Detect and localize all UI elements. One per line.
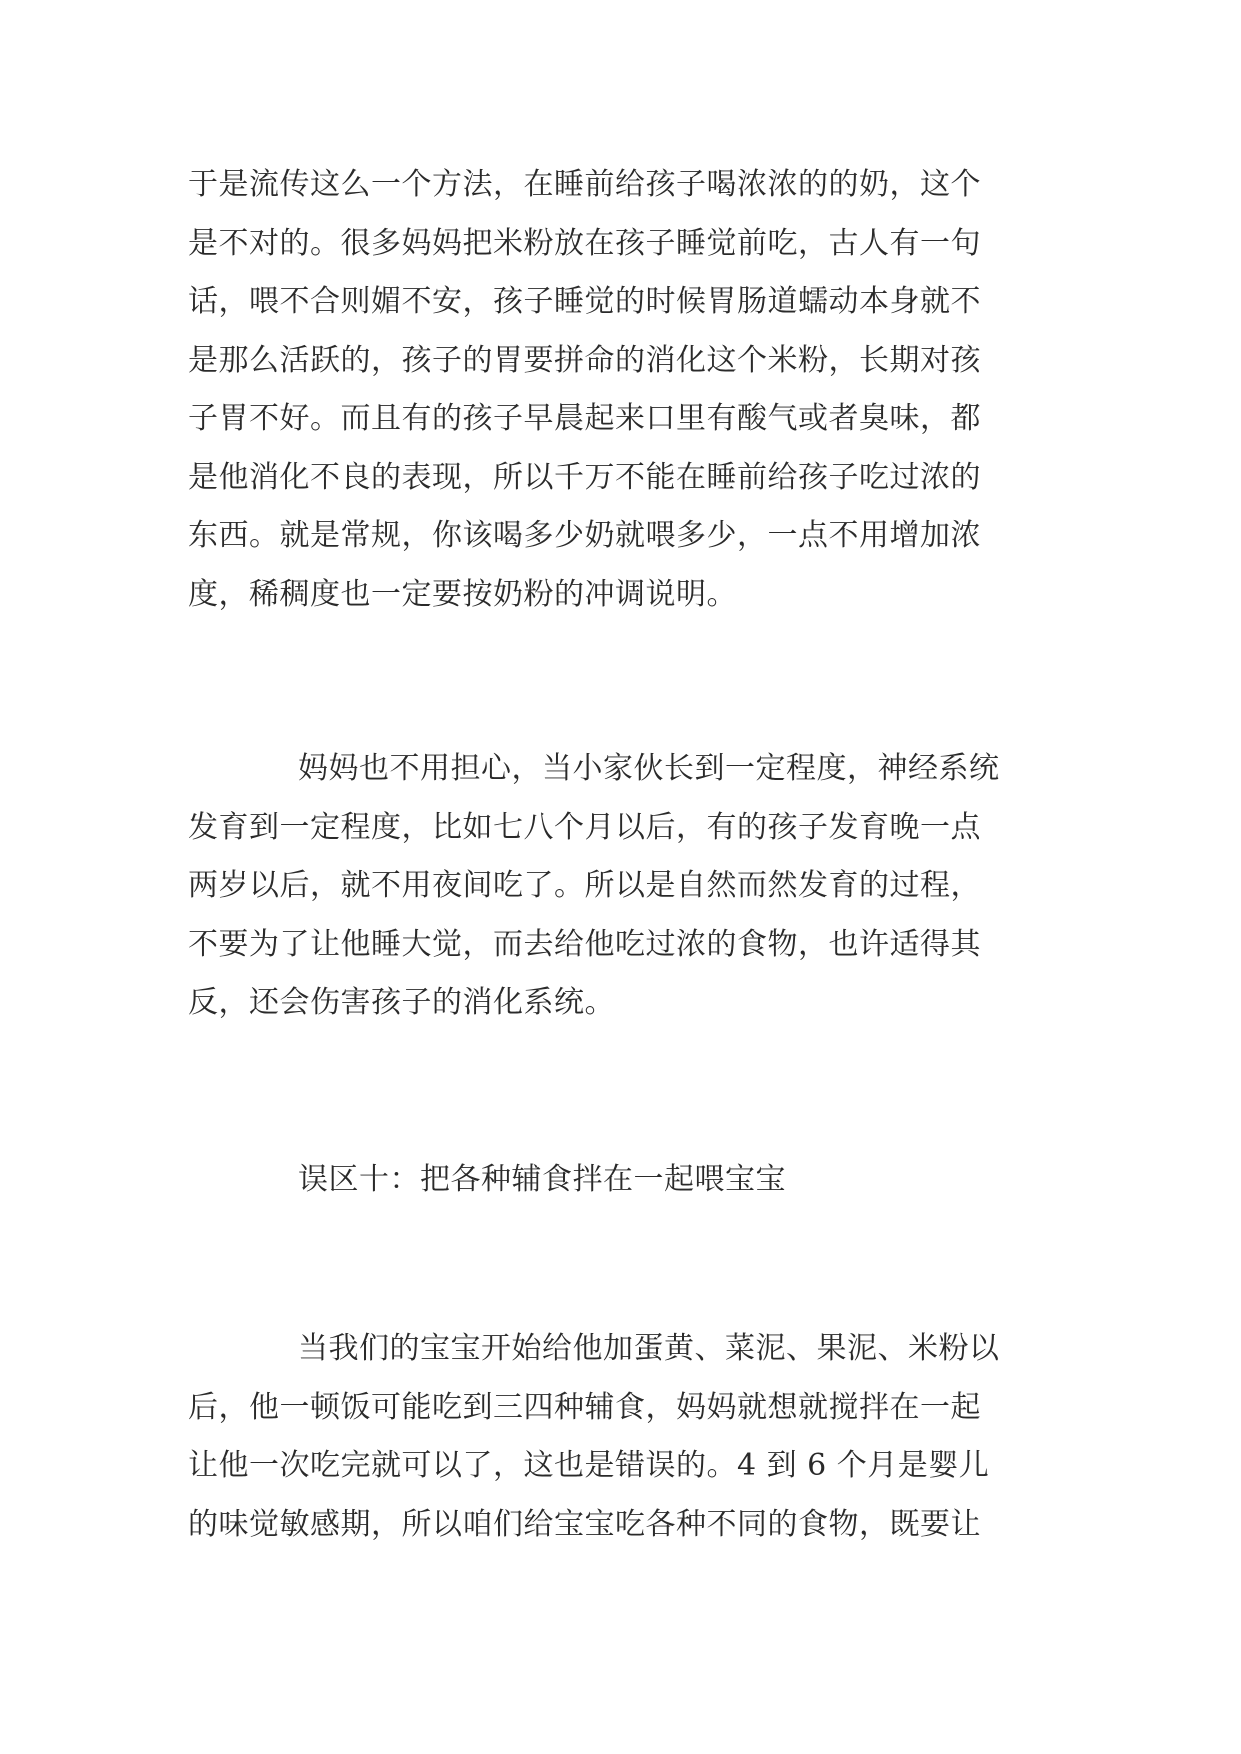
text-line: 度，稀稠度也一定要按奶粉的冲调说明。 [188, 576, 737, 612]
text-line: 于是流传这么一个方法，在睡前给孩子喝浓浓的的奶，这个 [188, 167, 981, 202]
section-heading [188, 1151, 1068, 1210]
heading-text: 误区十：把各种辅食拌在一起喂宝宝 [298, 1162, 786, 1197]
text-line: 不要为了让他睡大觉，而去给他吃过浓的食物，也许适得其 [188, 926, 981, 962]
text-line: 后，他一顿饭可能吃到三四种辅食，妈妈就想就搅拌在一起 [188, 1389, 981, 1425]
text-line: 东西。就是常规，你该喝多少奶就喂多少，一点不用增加浓 [188, 518, 981, 553]
text-line: 发育到一定程度，比如七八个月以后，有的孩子发育晚一点 [188, 809, 981, 845]
paragraph [188, 740, 1068, 1033]
text-line: 的味觉敏感期，所以咱们给宝宝吃各种不同的食物，既要让 [188, 1506, 981, 1542]
text-line: 反，还会伤害孩子的消化系统。 [188, 985, 615, 1020]
paragraph [188, 1320, 1068, 1554]
text-line: 子胃不好。而且有的孩子早晨起来口里有酸气或者臭味，都 [188, 401, 981, 436]
text-line: 话，喂不合则媚不安，孩子睡觉的时候胃肠道蠕动本身就不 [188, 284, 981, 319]
text-line: 当我们的宝宝开始给他加蛋黄、菜泥、果泥、米粉以 [298, 1331, 1000, 1366]
text-line: 是他消化不良的表现，所以千万不能在睡前给孩子吃过浓的 [188, 459, 981, 495]
text-line: 是不对的。很多妈妈把米粉放在孩子睡觉前吃，古人有一句 [188, 225, 981, 261]
text-line: 两岁以后，就不用夜间吃了。所以是自然而然发育的过程， [188, 868, 981, 903]
text-line: 让他一次吃完就可以了，这也是错误的。4 到 6 个月是婴儿 [188, 1448, 990, 1483]
paragraph [188, 156, 1068, 624]
text-line: 妈妈也不用担心，当小家伙长到一定程度，神经系统 [298, 751, 1000, 786]
text-line: 是那么活跃的，孩子的胃要拼命的消化这个米粉，长期对孩 [188, 342, 981, 378]
